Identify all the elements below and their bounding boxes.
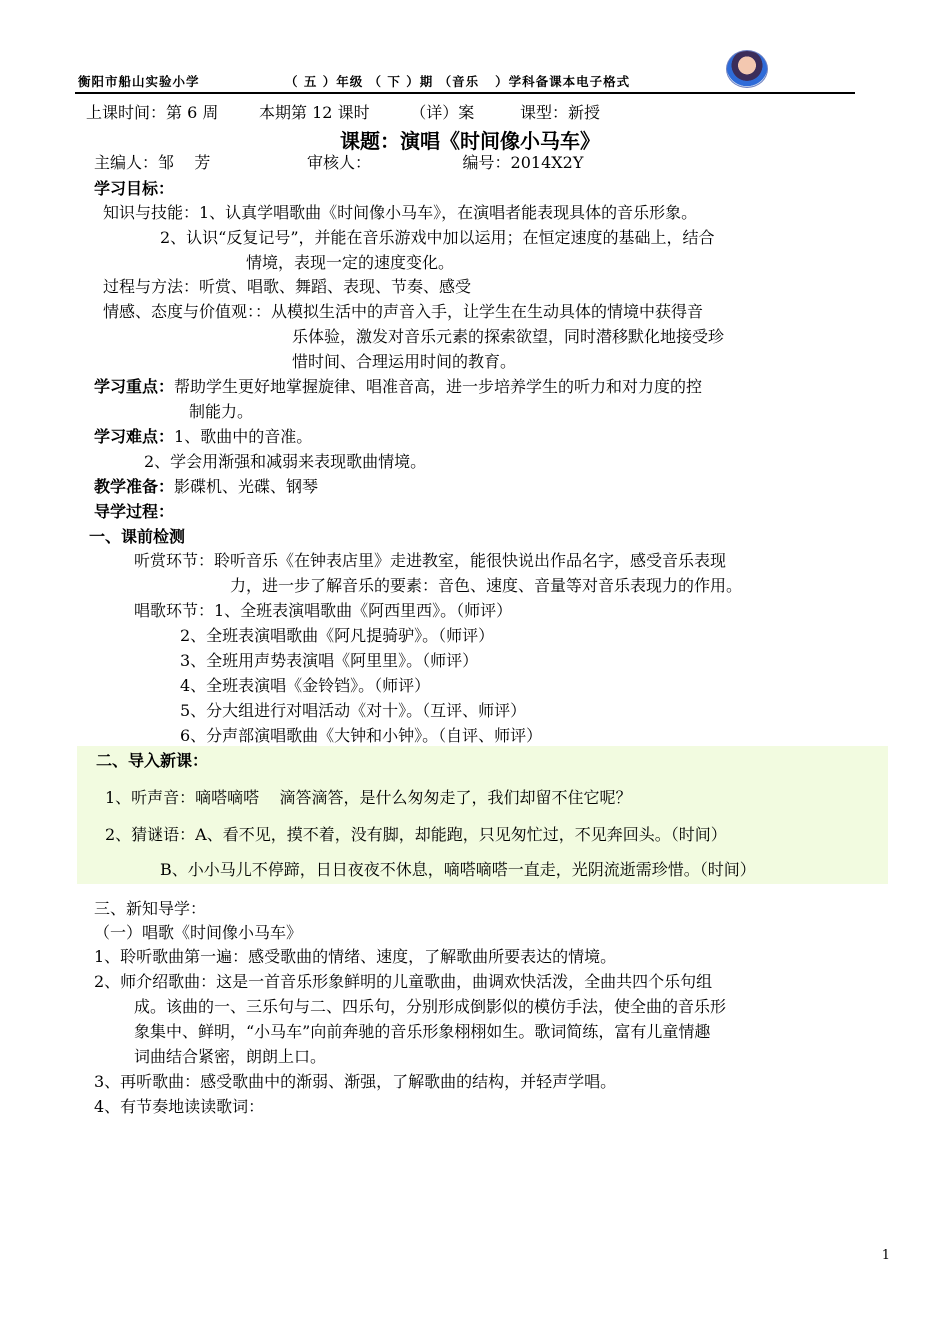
step-2d: 词曲结合紧密，朗朗上口。 — [134, 1047, 327, 1066]
step-1: 1、聆听歌曲第一遍：感受歌曲的情绪、速度，了解歌曲所要表达的情境。 — [94, 947, 617, 966]
subject-format: （ 五 ）年级 （ 下 ）期 （音乐 ）学科备课本电子格式 — [285, 74, 631, 89]
editor-info-line: 主编人：邹 芳 审核人： 编号：2014X2Y — [94, 153, 584, 172]
goal-emotion-3: 惜时间、合理运用时间的教育。 — [292, 352, 517, 371]
intro-item-3: B、小小马儿不停蹄，日日夜夜不休息，嘀嗒嘀嗒一直走，光阴流逝需珍惜。（时间） — [160, 860, 756, 879]
difficulty-line — [94, 426, 312, 448]
focus-text: 帮助学生更好地掌握旋律、唱准音高，进一步培养学生的听力和对力度的控 — [174, 377, 703, 396]
school-logo-image — [726, 50, 768, 88]
title-text: 演唱《时间像小马车》 — [400, 129, 600, 153]
section3-heading: 三、新知导学： — [94, 899, 207, 918]
step-2b: 成。该曲的一、三乐句与二、四乐句，分别形成倒影似的模仿手法，使全曲的音乐形 — [134, 997, 727, 1016]
goal-emotion-1: 情感、态度与价值观：：从模拟生活中的声音入手，让学生在生动具体的情境中获得音 — [103, 302, 704, 321]
section2-heading: 二、导入新课： — [96, 751, 209, 770]
step-4: 4、有节奏地读读歌词： — [94, 1097, 265, 1116]
section1-heading: 一、课前检测 — [89, 527, 186, 546]
goal-knowledge-1: 知识与技能：1、认真学唱歌曲《时间像小马车》，在演唱者能表现具体的音乐形象。 — [103, 203, 698, 222]
process-heading: 导学过程： — [94, 502, 175, 521]
goals-heading: 学习目标： — [94, 179, 175, 198]
page-number: 1 — [881, 1248, 890, 1263]
step-2c: 象集中、鲜明，“小马车”向前奔驰的音乐形象栩栩如生。歌词简练，富有儿童情趣 — [134, 1022, 711, 1041]
lesson-title — [340, 125, 600, 154]
focus-label: 学习重点： — [94, 377, 175, 396]
goal-process: 过程与方法：听赏、唱歌、舞蹈、表现、节奏、感受 — [103, 277, 472, 296]
goal-knowledge-2: 2、认识“反复记号”，并能在音乐游戏中加以运用；在恒定速度的基础上，结合 — [160, 228, 715, 247]
difficulty-label: 学习难点： — [94, 427, 175, 446]
sing-item-1: 唱歌环节：1、全班表演唱歌曲《阿西里西》。（师评） — [134, 601, 513, 620]
sing-item-5: 5、分大组进行对唱活动《对十》。（互评、师评） — [180, 701, 527, 720]
intro-item-1: 1、听声音：嘀嗒嘀嗒 滴答滴答，是什么匆匆走了，我们却留不住它呢？ — [105, 788, 632, 807]
prep-label: 教学准备： — [94, 477, 175, 496]
sing-item-4: 4、全班表演唱《金铃铛》。（师评） — [180, 676, 431, 695]
listen-line-2: 力，进一步了解音乐的要素：音色、速度、音量等对音乐表现力的作用。 — [230, 576, 743, 595]
difficulty-text-2: 2、学会用渐强和减弱来表现歌曲情境。 — [144, 452, 427, 471]
prep-line — [94, 476, 318, 498]
focus-text-2: 制能力。 — [189, 402, 254, 421]
goal-emotion-2: 乐体验，激发对音乐元素的探索欲望，同时潜移默化地接受珍 — [292, 327, 725, 346]
focus-line — [94, 376, 702, 398]
step-3: 3、再听歌曲：感受歌曲中的渐弱、渐强，了解歌曲的结构，并轻声学唱。 — [94, 1072, 617, 1091]
difficulty-text: 1、歌曲中的音准。 — [174, 427, 313, 446]
sing-item-3: 3、全班用声势表演唱《阿里里》。（师评） — [180, 651, 479, 670]
goal-knowledge-3: 情境，表现一定的速度变化。 — [246, 253, 455, 272]
school-name: 衡阳市船山实验小学 — [78, 74, 200, 89]
sing-item-2: 2、全班表演唱歌曲《阿凡提骑驴》。（师评） — [180, 626, 495, 645]
intro-item-2: 2、猜谜语：A、看不见，摸不着，没有脚，却能跑，只见匆忙过，不见奔回头。（时间） — [105, 825, 727, 844]
sing-item-6: 6、分声部演唱歌曲《大钟和小钟》。（自评、师评） — [180, 726, 543, 745]
title-prefix: 课题： — [340, 129, 400, 153]
listen-line-1: 听赏环节：聆听音乐《在钟表店里》走进教室，能很快说出作品名字，感受音乐表现 — [134, 551, 727, 570]
step-2a: 2、师介绍歌曲：这是一首音乐形象鲜明的儿童歌曲，曲调欢快活泼，全曲共四个乐句组 — [94, 972, 713, 991]
song-subheading: （一）唱歌《时间像小马车》 — [94, 923, 303, 942]
prep-text: 影碟机、光碟、钢琴 — [174, 477, 319, 496]
class-info-line: 上课时间：第 6 周 本期第 12 课时 （详）案 课型：新授 — [86, 103, 601, 122]
